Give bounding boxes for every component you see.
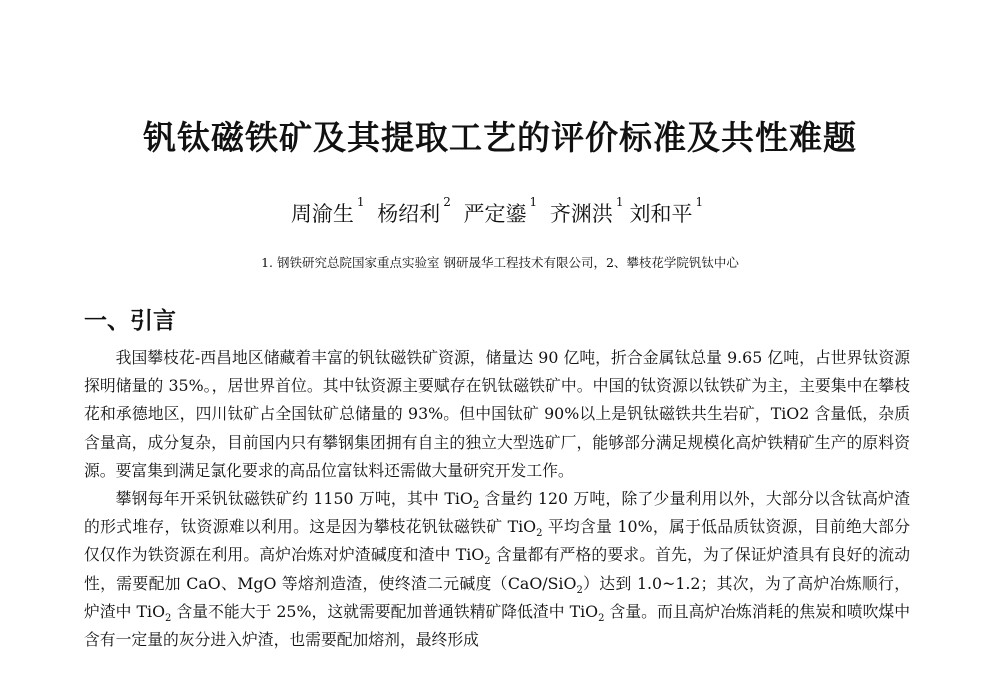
paragraph-2-text: 平均含量 10%，属于低品质钛资源，目前绝大部分仅仅作为铁资源在利用。高炉冶炼对炉渣碱度和渣中 TiO <box>84 517 911 565</box>
author-name: 齐渊洪 <box>549 202 613 226</box>
affiliations: 1. 钢铁研究总院国家重点实验室 钢研晟华工程技术有限公司，2、攀枝花学院钒钛中心 <box>261 255 739 270</box>
section-body <box>84 344 910 654</box>
author-name: 严定鎏 <box>463 202 527 226</box>
paragraph-1: 我国攀枝花-西昌地区储藏着丰富的钒钛磁铁矿资源，储量达 90 亿吨，折合金属钛总量 9.65 亿吨，占世界钛资源探明储量的 35%。，居世界首位。其中钛资源主要赋存在钒钛磁铁矿中。中国的钛资源以钛铁矿为主，主要集中在攀枝花和承德地区，四川钛矿占全国钛矿总储量的 93%。但中国钛矿 90%以上是钒钛磁铁共生岩矿，TiO2 含量低，杂质含量高，成分复杂，目前国内只有攀钢集团拥有自主的独立大型选矿厂，能够部分满足规模化高炉铁精矿生产的原料资源。要富集到满足氯化要求的高品位富钛料还需做大量研究开发工作。 <box>84 348 910 480</box>
author-list <box>0 195 1000 228</box>
paragraph-2-text: 含量约 120 万吨，除了少量利用以外，大部分以含钛高炉渣的形式堆存，钛资源难以利用。这是因为攀枝花钒钛磁铁矿 TiO <box>84 489 910 537</box>
section-heading-introduction: 一、引言 <box>84 308 176 334</box>
paragraph-2-text: 含量不能大于 25%，这就需要配加普通铁精矿降低渣中 TiO <box>171 601 599 621</box>
author-affiliation-mark: 1 <box>356 195 365 209</box>
subscript: 2 <box>484 556 491 568</box>
paragraph-2-text: ）达到 1.0~1.2；其次，为了高炉冶炼顺行，炉渣中 TiO <box>84 573 910 621</box>
subscript: 2 <box>472 500 480 512</box>
subscript: 2 <box>165 612 172 624</box>
author-name: 杨绍利 <box>377 202 441 226</box>
paragraph-2-text: 攀钢每年开采钒钛磁铁矿约 1150 万吨，其中 TiO <box>115 489 473 509</box>
author-affiliation-mark: 2 <box>443 195 451 209</box>
subscript: 2 <box>536 528 543 540</box>
author-name: 刘和平 <box>629 202 693 226</box>
subscript: 2 <box>576 584 583 596</box>
author-name: 周渝生 <box>290 202 354 226</box>
subscript: 2 <box>598 612 605 624</box>
paragraph-2-text: 含量。而且高炉冶炼消耗的焦炭和喷吹煤中含有一定量的灰分进入炉渣，也需要配加熔剂，最终形成 <box>84 601 911 650</box>
paper-title: 钒钛磁铁矿及其提取工艺的评价标准及共性难题 <box>143 118 857 157</box>
author-affiliation-mark: 1 <box>529 195 538 209</box>
author-affiliation-mark: 1 <box>615 195 624 209</box>
paragraph-2-text: 含量都有严格的要求。首先，为了保证炉渣具有良好的流动性，需要配加 CaO、MgO 等熔剂造渣，使终渣二元碱度（CaO/SiO <box>84 545 910 593</box>
author-affiliation-mark: 1 <box>695 195 704 209</box>
paragraph-2 <box>84 485 910 654</box>
